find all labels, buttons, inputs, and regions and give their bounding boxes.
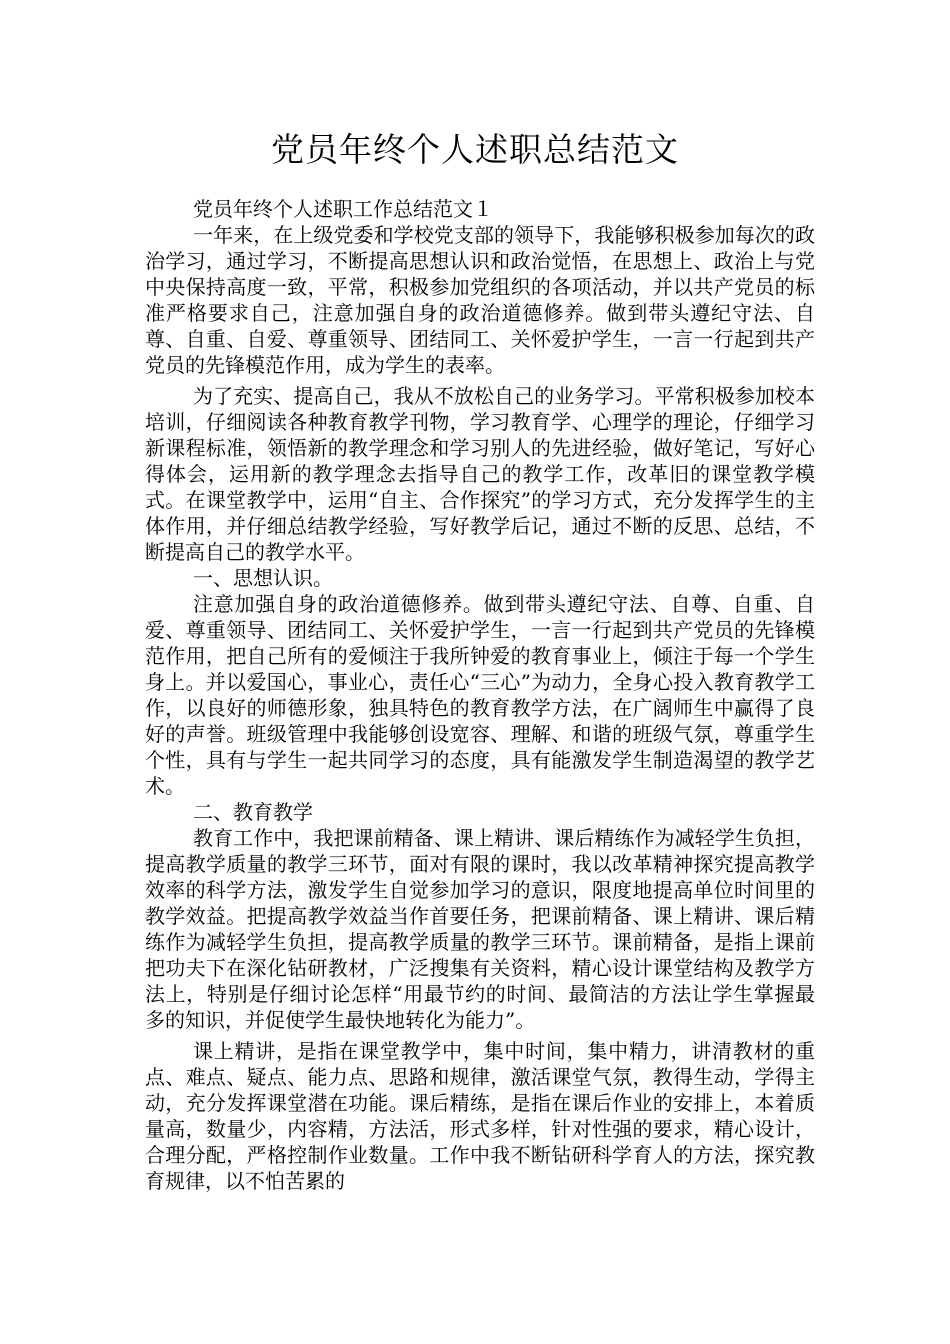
section-heading: 二、教育教学 <box>193 800 313 824</box>
subtitle-paragraph: 党员年终个人述职工作总结范文１ <box>193 197 493 221</box>
body-paragraph: 教育工作中，我把课前精备、课上精讲、课后精练作为减轻学生负担，提高教学质量的教学三环节，面对有限的课时，我以改革精神探究提高教学效率的科学方法，激发学生自觉参加学习的意识，限度地提高单位时间里的教学效益。把提高教学效益当作首要任务，把课前精备、课上精讲、课后精练作为减轻学生负担，提高教学质量的教学三环节。课前精备，是指上课前把功夫下在深化钻研教材，广泛搜集有关资料，精心设计课堂结构及教学方法上，特别是仔细讨论怎样“用最节约的时间、最简洁的方法让学生掌握最多的知识，并促使学生最快地转化为能力”。 <box>145 826 815 1032</box>
document-body <box>145 196 815 1194</box>
body-paragraph: 注意加强自身的政治道德修养。做到带头遵纪守法、自尊、自重、自爱、尊重领导、团结同工、关怀爱护学生，一言一行起到共产党员的先锋模范作用，把自己所有的爱倾注于我所钟爱的教育事业上，倾注于每一个学生身上。并以爱国心，事业心，责任心“三心”为动力，全身心投入教育教学工作，以良好的师德形象，独具特色的教育教学方法，在广阔师生中赢得了良好的声誉。班级管理中我能够创设宽容、理解、和谐的班级气氛，尊重学生个性，具有与学生一起共同学习的态度，具有能激发学生制造渴望的教学艺术。 <box>145 592 815 798</box>
body-paragraph: 一年来，在上级党委和学校党支部的领导下，我能够积极参加每次的政治学习，通过学习，不断提高思想认识和政治觉悟，在思想上、政治上与党中央保持高度一致，平常，积极参加党组织的各项活动，并以共产党员的标准严格要求自己，注意加强自身的政治道德修养。做到带头遵纪守法、自尊、自重、自爱、尊重领导、团结同工、关怀爱护学生，一言一行起到共产党员的先锋模范作用，成为学生的表率。 <box>145 223 815 377</box>
body-paragraph: 课上精讲，是指在课堂教学中，集中时间，集中精力，讲清教材的重点、难点、疑点、能力点、思路和规律，激活课堂气氛，教得生动，学得主动，充分发挥课堂潜在功能。课后精练，是指在课后作业的安排上，本着质量高，数量少，内容精，方法活，形式多样，针对性强的要求，精心设计，合理分配，严格控制作业数量。工作中我不断钻研科学育人的方法，探究教育规律，以不怕苦累的 <box>145 1039 815 1193</box>
section-heading: 一、思想认识。 <box>193 566 333 590</box>
page-title: 党员年终个人述职总结范文 <box>271 130 679 169</box>
body-paragraph: 为了充实、提高自己，我从不放松自己的业务学习。平常积极参加校本培训，仔细阅读各种教育教学刊物，学习教育学、心理学的理论，仔细学习新课程标准，领悟新的教学理念和学习别人的先进经验，做好笔记，写好心得体会，运用新的教学理念去指导自己的教学工作，改革旧的课堂教学模式。在课堂教学中，运用“自主、合作探究”的学习方式，充分发挥学生的主体作用，并仔细总结教学经验，写好教学后记，通过不断的反思、总结，不断提高自己的教学水平。 <box>145 384 815 564</box>
